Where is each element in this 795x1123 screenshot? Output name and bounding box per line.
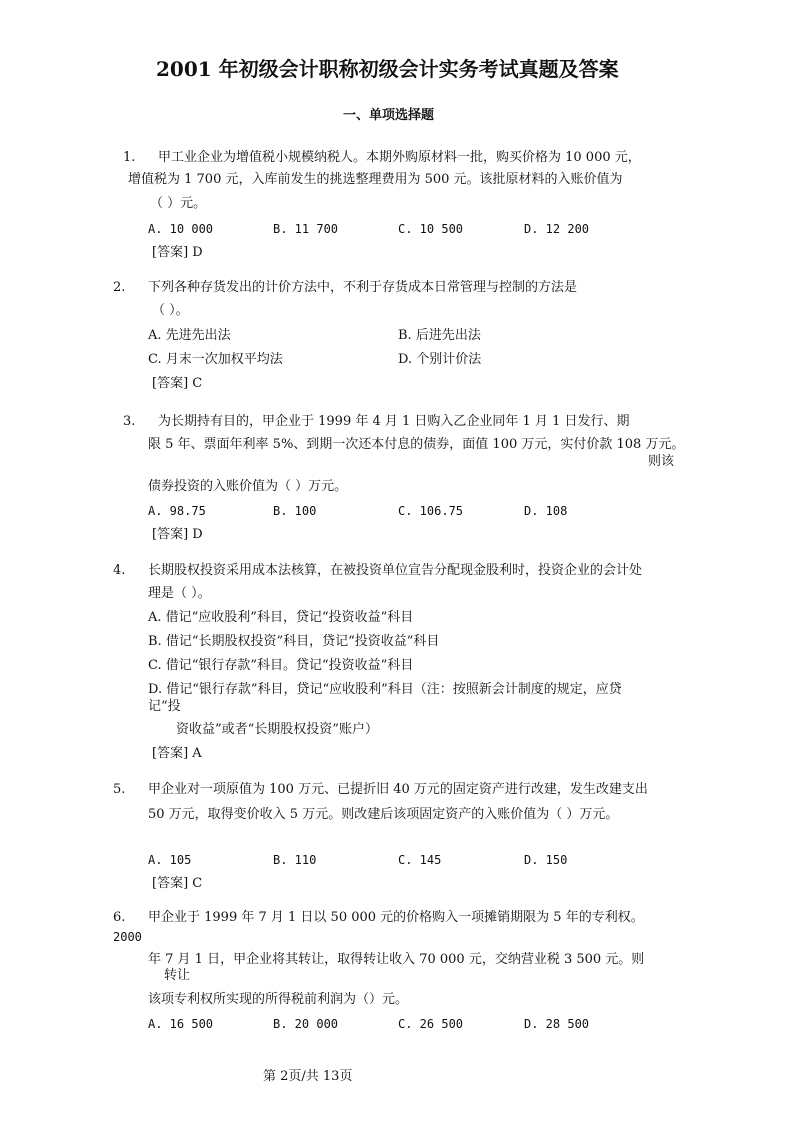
question-text: 限 5 年、票面年利率 5%、到期一次还本付息的债券，面值 100 万元，实付价款 108 万元。 [148, 437, 685, 452]
question-number: 2. [113, 280, 126, 295]
option-a: A. 105 [148, 853, 192, 867]
option-c: C. 145 [398, 853, 442, 867]
question-text: 甲企业于 1999 年 7 月 1 日以 50 000 元的价格购入一项摊销期限为 5 年的专利权。 [148, 910, 644, 925]
option-b: B. 11 700 [273, 222, 339, 236]
option-d: D. 12 200 [524, 222, 590, 236]
option-b: B. 借记“长期股权投资”科目，贷记“投资收益”科目 [148, 634, 440, 649]
question-number: 3. [123, 414, 136, 429]
question-number: 1. [123, 150, 136, 165]
option-a: A. 借记“应收股利”科目，贷记“投资收益”科目 [148, 610, 414, 625]
option-d: D. 28 500 [524, 1017, 590, 1031]
question-text: 甲工业企业为增值税小规模纳税人。本期外购原材料一批，购买价格为 10 000 元， [158, 150, 641, 165]
question-text: 转让 [164, 968, 191, 983]
option-a: A. 16 500 [148, 1017, 214, 1031]
option-d: D. 借记“银行存款”科目，贷记“应收股利”科目（注：按照新会计制度的规定，应贷 [148, 682, 622, 697]
question-text: （ ）元。 [150, 196, 207, 211]
answer: [答案] C [152, 376, 203, 391]
option-c: C. 10 500 [398, 222, 464, 236]
question-number: 6. [113, 910, 126, 925]
option-d-continued: 资收益”或者“长期股权投资”账户） [176, 722, 378, 737]
question-text: 年 7 月 1 日，甲企业将其转让，取得转让收入 70 000 元，交纳营业税 3 500 元。则 [148, 952, 645, 967]
question-text: 为长期持有目的，甲企业于 1999 年 4 月 1 日购入乙企业同年 1 月 1 日发行、期 [158, 414, 630, 429]
option-d: D. 150 [524, 853, 568, 867]
question-number: 5. [113, 782, 126, 797]
answer: [答案] D [152, 527, 203, 542]
question-text: 甲企业对一项原值为 100 万元、已提折旧 40 万元的固定资产进行改建，发生改建支出 [148, 782, 648, 797]
question-text: 50 万元，取得变价收入 5 万元。则改建后该项固定资产的入账价值为（ ）万元。 [148, 807, 619, 822]
option-b: B. 110 [273, 853, 317, 867]
option-c: C. 106.75 [398, 504, 464, 518]
option-b: B. 20 000 [273, 1017, 339, 1031]
option-d: D. 108 [524, 504, 568, 518]
answer: [答案] D [152, 245, 203, 260]
option-b: B. 100 [273, 504, 317, 518]
page-footer: 第 2页/共 13页 [263, 1069, 353, 1084]
page-title: 2001 年初级会计职称初级会计实务考试真题及答案 [156, 57, 619, 81]
option-c: C. 月末一次加权平均法 [148, 352, 283, 367]
question-text: 则该 [648, 454, 675, 469]
answer: [答案] C [152, 876, 203, 891]
question-number: 4. [113, 563, 126, 578]
question-text: 该项专利权所实现的所得税前利润为（）元。 [148, 992, 409, 1007]
answer: [答案] A [152, 746, 202, 761]
option-a: A. 先进先出法 [148, 328, 231, 343]
option-c: C. 26 500 [398, 1017, 464, 1031]
question-text: 增值税为 1 700 元，入库前发生的挑选整理费用为 500 元。该批原材料的入账价值为 [128, 172, 623, 187]
section-heading: 一、单项选择题 [343, 108, 435, 123]
option-c: C. 借记“银行存款”科目。贷记“投资收益”科目 [148, 658, 414, 673]
question-text: （ ）。 [152, 303, 189, 318]
option-d: D. 个别计价法 [398, 352, 482, 367]
question-text: 理是（ ）。 [148, 586, 211, 601]
question-text: 债券投资的入账价值为（ ）万元。 [148, 479, 348, 494]
option-b: B. 后进先出法 [398, 328, 481, 343]
option-a: A. 10 000 [148, 222, 214, 236]
question-text: 下列各种存货发出的计价方法中，不利于存货成本日常管理与控制的方法是 [148, 280, 578, 295]
question-text: 2000 [113, 930, 142, 944]
option-d-continued: 记“投 [148, 699, 181, 714]
option-a: A. 98.75 [148, 504, 206, 518]
question-text: 长期股权投资采用成本法核算，在被投资单位宣告分配现金股利时，投资企业的会计处 [148, 563, 643, 578]
